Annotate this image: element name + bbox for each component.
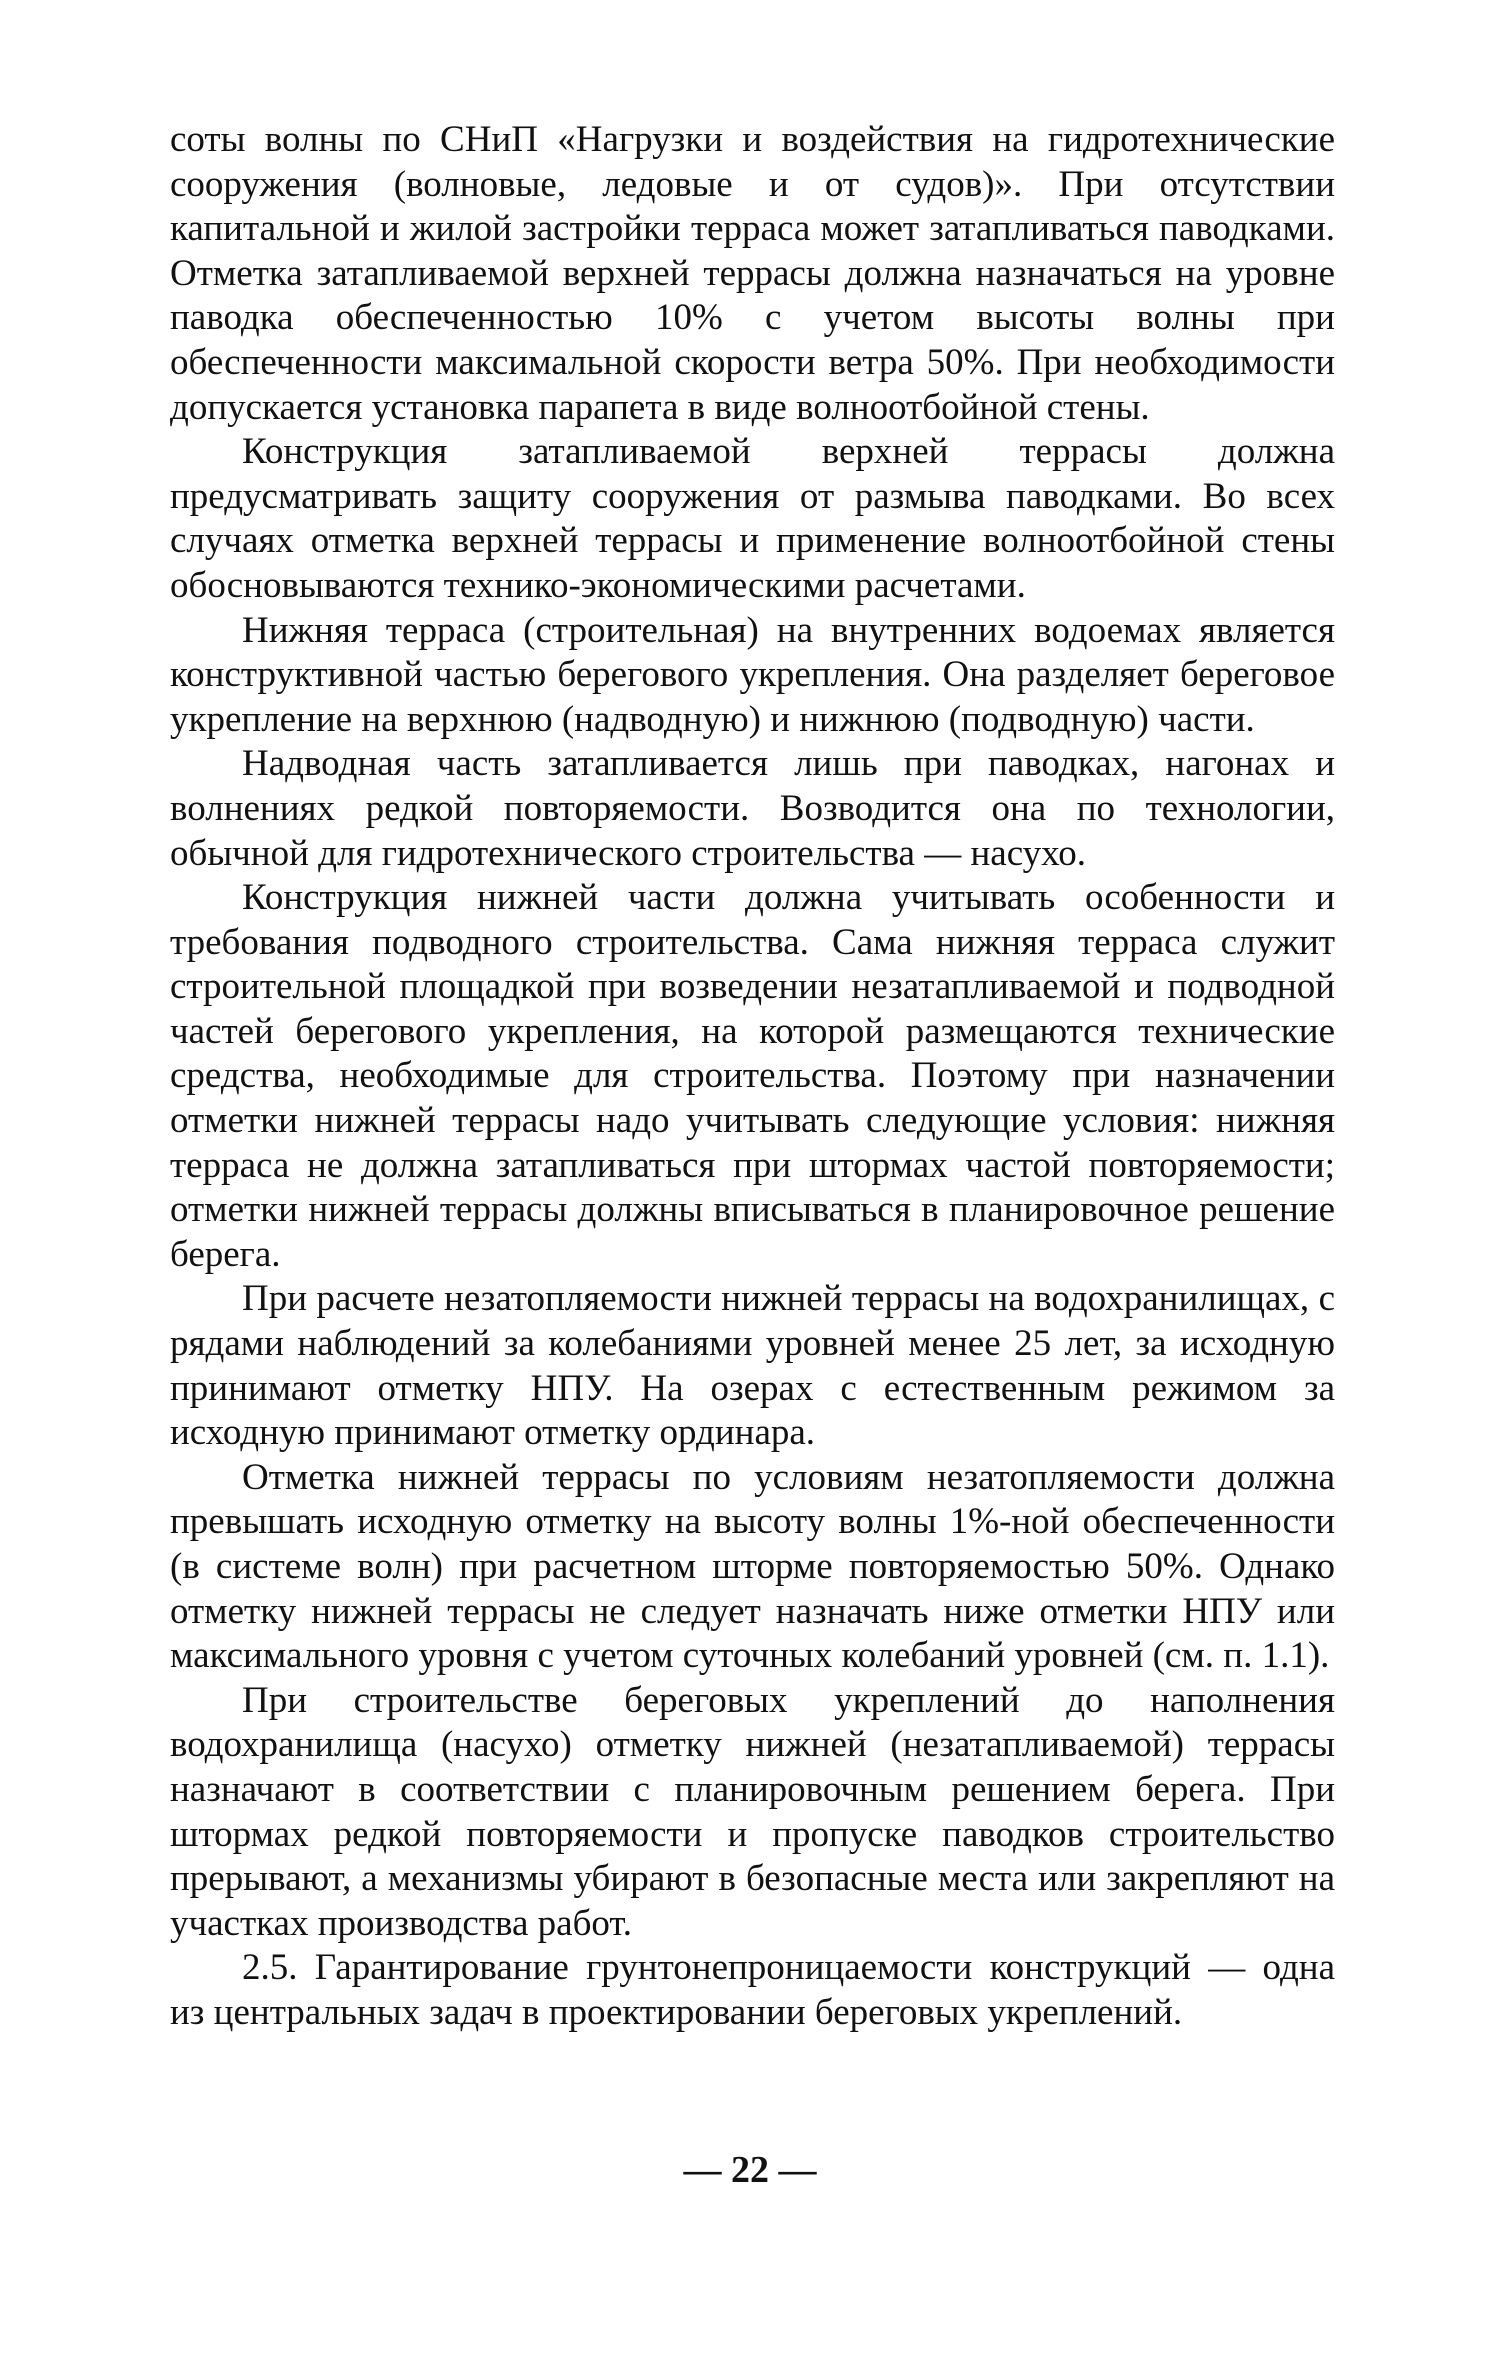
- paragraph-above-water-part: Надводная часть затапливается лишь при паводках, нагонах и волнениях редкой повторяемости. Возводится она по технологии, обычной для гидротехнического строительства — насухо.: [170, 743, 1335, 874]
- paragraph-non-flooding-calculation: При расчете незатопляемости нижней террасы на водохранилищах, с рядами наблюдений за колебаниями уровней менее 25 лет, за исходную принимают отметку НПУ. На озерах с естественным режимом за исходную принимают отметку ординара.: [170, 1278, 1335, 1454]
- paragraph-continuation: соты волны по СНиП «Нагрузки и воздействия на гидротехнические сооружения (волновые, ледовые и от судов)». При отсутствии капитальной и жилой застройки терраса может затапливаться паводками. Отметка затапливаемой верхней террасы должна назначаться на уровне паводка обеспеченностью 10% с учетом высоты волны при обеспеченности максимальной скорости ветра 50%. При необходимости допускается установка парапета в виде волноотбойной стены.: [170, 119, 1335, 428]
- paragraph-lower-terrace-elevation: Отметка нижней террасы по условиям незатопляемости должна превышать исходную отметку на высоту волны 1%-ной обеспеченности (в системе волн) при расчетном шторме повторяемостью 50%. Однако отметку нижней террасы не следует назначать ниже отметки НПУ или максимального уровня с учетом суточных колебаний уровней (см. п. 1.1).: [170, 1456, 1335, 1677]
- page-body: [170, 118, 1335, 2036]
- page-number: — 22 —: [683, 2149, 817, 2191]
- paragraph-section-2-5: 2.5. Гарантирование грунтонепроницаемости конструкций — одна из центральных задач в проектировании береговых укреплений.: [170, 1947, 1335, 2033]
- paragraph-lower-terrace: Нижняя терраса (строительная) на внутренних водоемах является конструктивной частью берегового укрепления. Она разделяет береговое укрепление на верхнюю (надводную) и нижнюю (подводную) части.: [170, 609, 1335, 740]
- paragraph-upper-terrace-design: Конструкция затапливаемой верхней террасы должна предусматривать защиту сооружения от размыва паводками. Во всех случаях отметка верхней террасы и применение волноотбойной стены обосновываются технико-экономическими расчетами.: [170, 431, 1335, 606]
- paragraph-lower-part-design: Конструкция нижней части должна учитывать особенности и требования подводного строительства. Сама нижняя терраса служит строительной площадкой при возведении незатапливаемой и подводной частей берегового укрепления, на которой размещаются технические средства, необходимые для строительства. Поэтому при назначении отметки нижней террасы надо учитывать следующие условия: нижняя терраса не должна затапливаться при штормах частой повторяемости; отметки нижней террасы должны вписываться в планировочное решение берега.: [170, 877, 1335, 1275]
- paragraph-dry-construction: При строительстве береговых укреплений до наполнения водохранилища (насухо) отметку нижней (незатапливаемой) террасы назначают в соответствии с планировочным решением берега. При штормах редкой повторяемости и пропуске паводков строительство прерывают, а механизмы убирают в безопасные места или закрепляют на участках производства работ.: [170, 1679, 1335, 1944]
